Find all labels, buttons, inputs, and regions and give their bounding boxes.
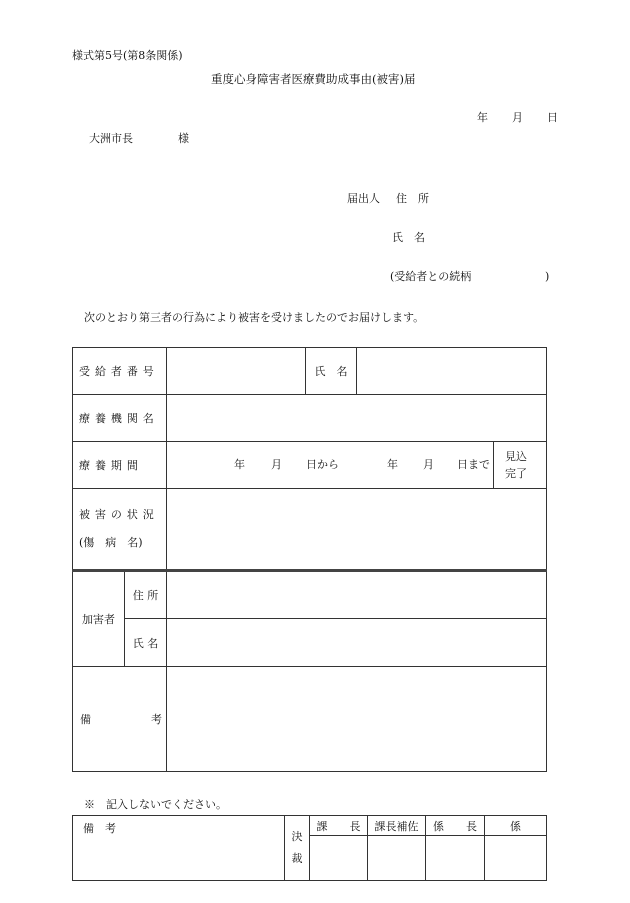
decision-label-a: 決 (291, 830, 303, 843)
perpetrator-address-label: 住 所 (125, 571, 167, 619)
perpetrator-label: 加害者 (73, 571, 125, 667)
office-remarks: 備 考 (73, 816, 285, 881)
date-year: 年 (477, 111, 488, 124)
date-month: 月 (512, 111, 523, 124)
period-to-year: 年 (387, 458, 398, 471)
approval-stamp-staff[interactable] (485, 836, 547, 881)
period-from-year: 年 (234, 458, 245, 471)
remarks-label-a: 備 (80, 713, 91, 726)
period-field[interactable] (167, 442, 494, 489)
period-from-suffix: 日から (306, 458, 339, 471)
applicant-address-label: 住 所 (396, 192, 429, 205)
relation-label: (受給者との続柄 (390, 270, 472, 283)
office-table (72, 815, 547, 881)
approval-header-chief: 課 長 (310, 816, 368, 836)
remarks-field[interactable] (167, 667, 547, 772)
decision-label (285, 816, 310, 881)
recipient-number-label: 受給者番号 (73, 348, 167, 395)
honorific: 様 (178, 132, 189, 145)
statement: 次のとおり第三者の行為により被害を受けましたのでお届けします。 (84, 311, 425, 324)
approval-stamp-chief[interactable] (310, 836, 368, 881)
approval-stamp-deputy[interactable] (368, 836, 426, 881)
remarks-label-b: 考 (151, 713, 162, 726)
approval-header-staff: 係 (485, 816, 547, 836)
institution-label: 療養機関名 (73, 395, 167, 442)
office-note: ※ 記入しないでください。 (84, 798, 227, 811)
perpetrator-address-field[interactable] (167, 571, 547, 619)
period-label: 療養期間 (73, 442, 167, 489)
period-from-month: 月 (271, 458, 282, 471)
decision-label-b: 裁 (291, 852, 303, 865)
applicant-label: 届出人 (347, 192, 380, 205)
perpetrator-name-field[interactable] (167, 619, 547, 667)
perpetrator-name-label: 氏 名 (125, 619, 167, 667)
period-status[interactable] (494, 442, 547, 489)
recipient-name-field[interactable] (357, 348, 547, 395)
damage-label: 被害の状況 (79, 508, 159, 521)
status-prospect: 見込 (505, 450, 527, 463)
main-form-table (72, 347, 547, 772)
injury-label: (傷 病 名) (79, 536, 143, 549)
addressee: 大洲市長 (89, 132, 133, 145)
approval-header-section-chief: 係 長 (426, 816, 485, 836)
institution-field[interactable] (167, 395, 547, 442)
approval-header-deputy: 課長補佐 (368, 816, 426, 836)
damage-label-cell (73, 489, 167, 571)
document-title: 重度心身障害者医療費助成事由(被害)届 (211, 72, 416, 86)
applicant-name-label: 氏 名 (392, 231, 425, 244)
status-done: 完了 (505, 467, 527, 480)
approval-stamp-section-chief[interactable] (426, 836, 485, 881)
damage-field[interactable] (167, 489, 547, 571)
relation-close: ) (545, 270, 550, 283)
remarks-label-cell (73, 667, 167, 772)
form-number: 様式第5号(第8条関係) (72, 49, 183, 62)
period-to-month: 月 (423, 458, 434, 471)
period-to-suffix: 日まで (457, 458, 490, 471)
recipient-number-field[interactable] (167, 348, 306, 395)
date-day: 日 (547, 111, 558, 124)
recipient-name-label: 氏 名 (306, 348, 357, 395)
